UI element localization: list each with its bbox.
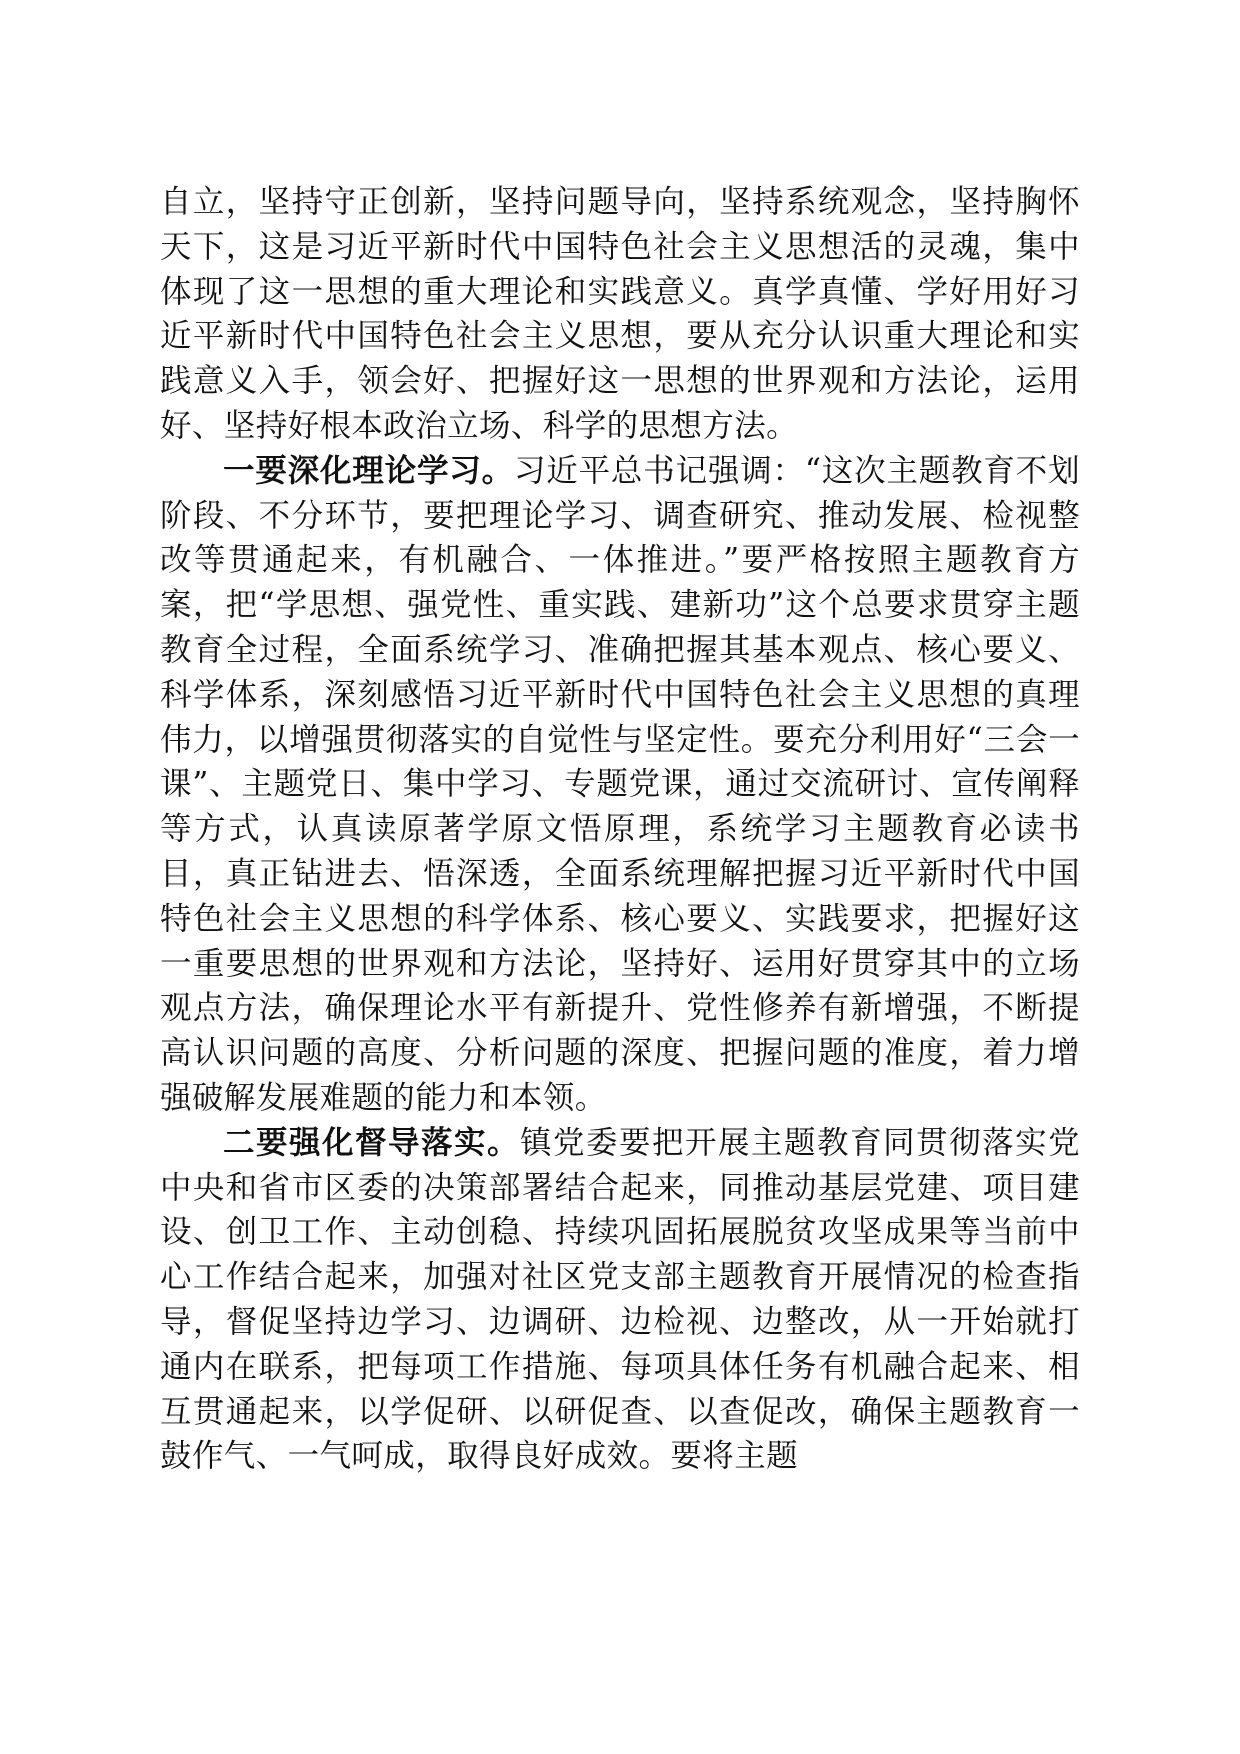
paragraph-intro-text: 自立，坚持守正创新，坚持问题导向，坚持系统观念，坚持胸怀天下，这是习近平新时代中国特色社会主义思想活的灵魂，集中体现了这一思想的重大理论和实践意义。真学真懂、学好用好习近平新时代中国特色社会主义思想，要从充分认识重大理论和实践意义入手，领会好、把握好这一思想的世界观和方法论，运用好、坚持好根本政治立场、科学的思想方法。 [160, 184, 1080, 444]
paragraph-intro [160, 180, 1080, 449]
paragraph-point-one-heading: 一要深化理论学习。 [223, 451, 514, 489]
paragraph-point-two [160, 1121, 1080, 1479]
document-page [160, 180, 1080, 1479]
paragraph-point-two-text: 镇党委要把开展主题教育同贯彻落实党中央和省市区委的决策部署结合起来，同推动基层党建、项目建设、创卫工作、主动创稳、持续巩固拓展脱贫攻坚成果等当前中心工作结合起来，加强对社区党支部主题教育开展情况的检查指导，督促坚持边学习、边调研、边检视、边整改，从一开始就打通内在联系，把每项工作措施、每项具体任务有机融合起来、相互贯通起来，以学促研、以研促查、以查促改，确保主题教育一鼓作气、一气呵成，取得良好成效。要将主题 [160, 1124, 1080, 1475]
paragraph-point-one [160, 449, 1080, 1121]
paragraph-point-one-text: 习近平总书记强调：“这次主题教育不划阶段、不分环节，要把理论学习、调查研究、推动发展、检视整改等贯通起来，有机融合、一体推进。”要严格按照主题教育方案，把“学思想、强党性、重实践、建新功”这个总要求贯穿主题教育全过程，全面系统学习、准确把握其基本观点、核心要义、科学体系，深刻感悟习近平新时代中国特色社会主义思想的真理伟力，以增强贯彻落实的自觉性与坚定性。要充分利用好“三会一课”、主题党日、集中学习、专题党课，通过交流研讨、宣传阐释等方式，认真读原著学原文悟原理，系统学习主题教育必读书目，真正钻进去、悟深透，全面系统理解把握习近平新时代中国特色社会主义思想的科学体系、核心要义、实践要求，把握好这一重要思想的世界观和方法论，坚持好、运用好贯穿其中的立场观点方法，确保理论水平有新提升、党性修养有新增强，不断提高认识问题的高度、分析问题的深度、把握问题的准度，着力增强破解发展难题的能力和本领。 [160, 452, 1080, 1116]
paragraph-point-two-heading: 二要强化督导落实。 [223, 1123, 521, 1161]
